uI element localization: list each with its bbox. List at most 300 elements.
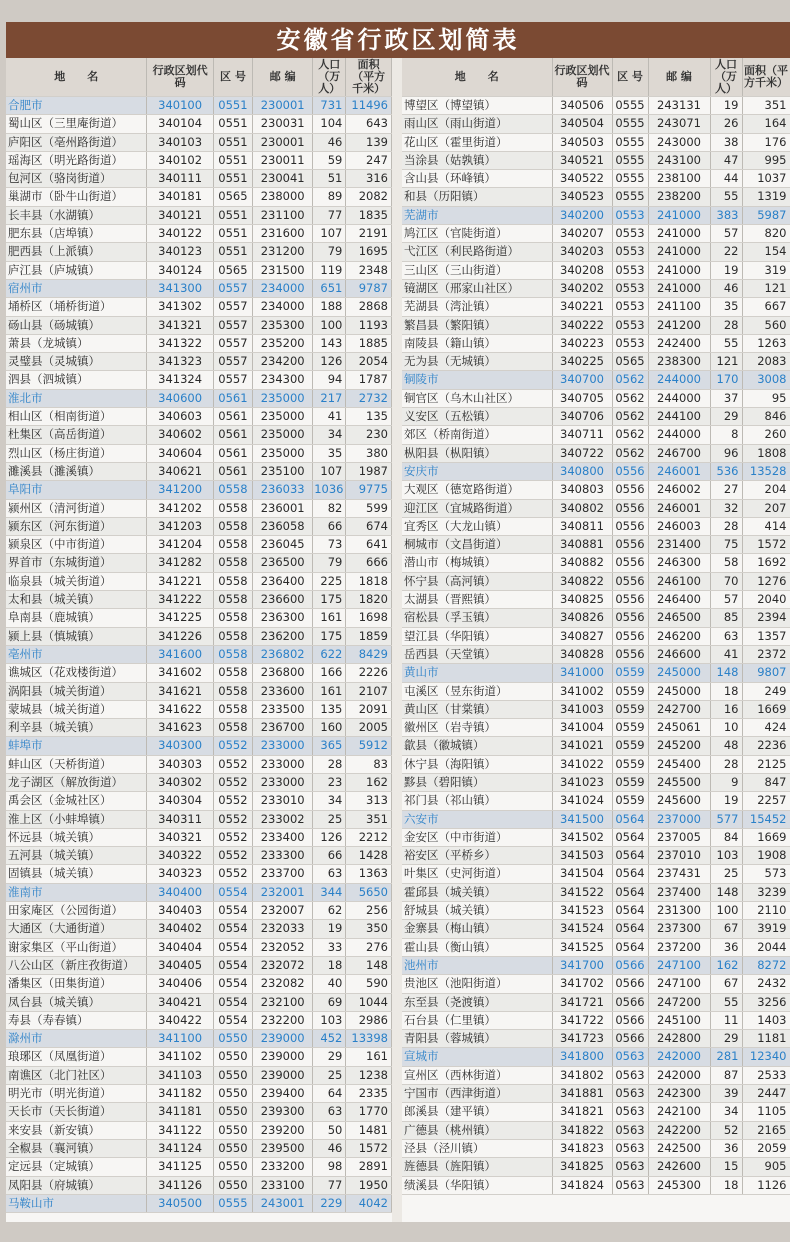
cell-name: 包河区（骆岗街道） xyxy=(6,170,147,188)
cell-code: 341002 xyxy=(552,682,612,700)
cell-name: 宿松县（孚玉镇） xyxy=(402,609,552,627)
city-row xyxy=(6,1194,392,1212)
header-name: 地 名 xyxy=(6,58,147,97)
cell-name: 固镇县（城关镇） xyxy=(6,865,147,883)
cell-population: 731 xyxy=(313,97,346,115)
cell-population: 46 xyxy=(313,1139,346,1157)
cell-code: 340102 xyxy=(147,151,213,169)
city-row xyxy=(402,371,790,389)
cell-population: 161 xyxy=(313,682,346,700)
cell-name: 广德县（桃州镇） xyxy=(402,1121,552,1139)
cell-population: 38 xyxy=(710,133,742,151)
cell-postcode: 246100 xyxy=(648,572,710,590)
cell-population: 47 xyxy=(710,151,742,169)
cell-name: 琅琊区（凤凰街道） xyxy=(6,1048,147,1066)
cell-population: 28 xyxy=(710,316,742,334)
cell-code: 340405 xyxy=(147,956,213,974)
cell-postcode: 236500 xyxy=(253,554,313,572)
cell-name: 枞阳县（枞阳镇） xyxy=(402,444,552,462)
cell-area-code: 0555 xyxy=(612,188,648,206)
cell-population: 70 xyxy=(710,572,742,590)
cell-population: 25 xyxy=(710,865,742,883)
cell-area: 2236 xyxy=(742,737,790,755)
table-row xyxy=(402,1030,790,1048)
cell-area: 260 xyxy=(742,426,790,444)
cell-area: 1885 xyxy=(346,334,392,352)
cell-population: 75 xyxy=(710,536,742,554)
cell-name: 合肥市 xyxy=(6,97,147,115)
cell-area: 139 xyxy=(346,133,392,151)
cell-code: 340404 xyxy=(147,938,213,956)
cell-population: 1036 xyxy=(313,481,346,499)
cell-area: 1695 xyxy=(346,243,392,261)
table-row xyxy=(6,682,392,700)
cell-name: 颍泉区（中市街道） xyxy=(6,536,147,554)
table-row xyxy=(6,719,392,737)
table-row xyxy=(6,225,392,243)
cell-name: 南谯区（北门社区） xyxy=(6,1066,147,1084)
cell-area: 2986 xyxy=(346,1011,392,1029)
cell-population: 229 xyxy=(313,1194,346,1212)
cell-name: 大通区（大通街道） xyxy=(6,920,147,938)
cell-population: 89 xyxy=(313,188,346,206)
cell-area-code: 0550 xyxy=(213,1139,252,1157)
cell-name: 芜湖市 xyxy=(402,206,552,224)
table-row xyxy=(6,261,392,279)
cell-population: 25 xyxy=(313,810,346,828)
cell-postcode: 236001 xyxy=(253,499,313,517)
cell-population: 19 xyxy=(710,261,742,279)
cell-area: 560 xyxy=(742,316,790,334)
cell-postcode: 246002 xyxy=(648,481,710,499)
table-row xyxy=(402,298,790,316)
table-row xyxy=(402,865,790,883)
cell-postcode: 239400 xyxy=(253,1085,313,1103)
cell-postcode: 230041 xyxy=(253,170,313,188)
cell-area-code: 0554 xyxy=(213,956,252,974)
cell-population: 103 xyxy=(313,1011,346,1029)
table-row xyxy=(6,902,392,920)
cell-area-code: 0552 xyxy=(213,773,252,791)
cell-postcode: 245061 xyxy=(648,719,710,737)
header-name: 地 名 xyxy=(402,58,552,97)
cell-area-code: 0550 xyxy=(213,1176,252,1194)
cell-code: 340304 xyxy=(147,792,213,810)
cell-area-code: 0562 xyxy=(612,408,648,426)
cell-name: 烈山区（杨庄街道） xyxy=(6,444,147,462)
cell-postcode: 231400 xyxy=(648,536,710,554)
cell-area-code: 0558 xyxy=(213,554,252,572)
cell-code: 341124 xyxy=(147,1139,213,1157)
cell-area: 2044 xyxy=(742,938,790,956)
cell-area-code: 0552 xyxy=(213,792,252,810)
cell-code: 340111 xyxy=(147,170,213,188)
cell-code: 340421 xyxy=(147,993,213,1011)
cell-name: 颍上县（慎城镇） xyxy=(6,627,147,645)
cell-area-code: 0556 xyxy=(612,536,648,554)
cell-code: 340323 xyxy=(147,865,213,883)
table-row xyxy=(402,225,790,243)
cell-postcode: 231500 xyxy=(253,261,313,279)
table-row xyxy=(6,188,392,206)
cell-name: 宣城市 xyxy=(402,1048,552,1066)
cell-area-code: 0559 xyxy=(612,755,648,773)
cell-area-code: 0556 xyxy=(612,499,648,517)
table-row xyxy=(402,481,790,499)
cell-postcode: 241000 xyxy=(648,261,710,279)
cell-postcode: 233200 xyxy=(253,1158,313,1176)
table-row xyxy=(402,243,790,261)
cell-area: 1908 xyxy=(742,847,790,865)
cell-name: 凤台县（城关镇） xyxy=(6,993,147,1011)
cell-population: 18 xyxy=(313,956,346,974)
cell-code: 341322 xyxy=(147,334,213,352)
cell-area: 3239 xyxy=(742,883,790,901)
cell-postcode: 239000 xyxy=(253,1066,313,1084)
cell-population: 622 xyxy=(313,645,346,663)
cell-code: 340825 xyxy=(552,591,612,609)
cell-area-code: 0562 xyxy=(612,389,648,407)
cell-postcode: 241200 xyxy=(648,316,710,334)
cell-postcode: 236802 xyxy=(253,645,313,663)
cell-code: 340321 xyxy=(147,828,213,846)
cell-area: 643 xyxy=(346,115,392,133)
cell-area-code: 0551 xyxy=(213,206,252,224)
cell-name: 金安区（中市街道） xyxy=(402,828,552,846)
table-row xyxy=(6,115,392,133)
cell-area-code: 0566 xyxy=(612,956,648,974)
cell-area-code: 0559 xyxy=(612,664,648,682)
table-row xyxy=(402,499,790,517)
cell-area: 2107 xyxy=(346,682,392,700)
cell-population: 62 xyxy=(313,902,346,920)
table-row xyxy=(402,609,790,627)
cell-postcode: 239300 xyxy=(253,1103,313,1121)
cell-area-code: 0558 xyxy=(213,609,252,627)
cell-code: 340103 xyxy=(147,133,213,151)
cell-name: 相山区（相南街道） xyxy=(6,408,147,426)
cell-name: 蚌埠市 xyxy=(6,737,147,755)
cell-name: 安庆市 xyxy=(402,462,552,480)
city-row xyxy=(6,481,392,499)
cell-population: 66 xyxy=(313,847,346,865)
cell-postcode: 232033 xyxy=(253,920,313,938)
cell-population: 96 xyxy=(710,444,742,462)
table-row xyxy=(6,792,392,810)
cell-population: 22 xyxy=(710,243,742,261)
city-row xyxy=(6,389,392,407)
cell-code: 340523 xyxy=(552,188,612,206)
cell-area-code: 0562 xyxy=(612,371,648,389)
cell-area-code: 0563 xyxy=(612,1085,648,1103)
cell-area: 1698 xyxy=(346,609,392,627)
cell-population: 217 xyxy=(313,389,346,407)
cell-population: 29 xyxy=(313,1048,346,1066)
table-row xyxy=(402,902,790,920)
cell-area-code: 0559 xyxy=(612,682,648,700)
cell-area: 8429 xyxy=(346,645,392,663)
cell-area-code: 0563 xyxy=(612,1048,648,1066)
cell-postcode: 244000 xyxy=(648,371,710,389)
cell-population: 536 xyxy=(710,462,742,480)
cell-name: 淮北市 xyxy=(6,389,147,407)
cell-area: 414 xyxy=(742,517,790,535)
cell-name: 颍东区（河东街道） xyxy=(6,517,147,535)
cell-code: 340882 xyxy=(552,554,612,572)
cell-area: 3008 xyxy=(742,371,790,389)
cell-code: 340303 xyxy=(147,755,213,773)
table-row xyxy=(402,993,790,1011)
cell-area: 1787 xyxy=(346,371,392,389)
table-row xyxy=(6,371,392,389)
cell-postcode: 233000 xyxy=(253,755,313,773)
cell-area-code: 0558 xyxy=(213,719,252,737)
cell-area: 2054 xyxy=(346,353,392,371)
cell-name: 淮南市 xyxy=(6,883,147,901)
table-row xyxy=(402,737,790,755)
cell-population: 77 xyxy=(313,1176,346,1194)
header-population: 人口（万人） xyxy=(313,58,346,97)
cell-population: 79 xyxy=(313,243,346,261)
cell-code: 340123 xyxy=(147,243,213,261)
city-row xyxy=(6,1030,392,1048)
cell-population: 143 xyxy=(313,334,346,352)
cell-name: 屯溪区（昱东街道） xyxy=(402,682,552,700)
cell-name: 义安区（五松镇） xyxy=(402,408,552,426)
cell-population: 55 xyxy=(710,993,742,1011)
table-row xyxy=(6,700,392,718)
cell-area: 1835 xyxy=(346,206,392,224)
cell-name: 濉溪县（濉溪镇） xyxy=(6,462,147,480)
table-row xyxy=(402,847,790,865)
cell-area: 4042 xyxy=(346,1194,392,1212)
cell-name: 龙子湖区（解放街道） xyxy=(6,773,147,791)
table-row xyxy=(402,316,790,334)
cell-code: 341022 xyxy=(552,755,612,773)
cell-code: 341225 xyxy=(147,609,213,627)
cell-area-code: 0551 xyxy=(213,115,252,133)
cell-area: 1692 xyxy=(742,554,790,572)
cell-name: 东至县（尧渡镇） xyxy=(402,993,552,1011)
cell-postcode: 245100 xyxy=(648,1011,710,1029)
cell-postcode: 246500 xyxy=(648,609,710,627)
cell-postcode: 242400 xyxy=(648,334,710,352)
cell-area-code: 0551 xyxy=(213,225,252,243)
cell-area: 247 xyxy=(346,151,392,169)
cell-postcode: 233400 xyxy=(253,828,313,846)
cell-postcode: 232007 xyxy=(253,902,313,920)
cell-postcode: 230001 xyxy=(253,133,313,151)
table-row xyxy=(6,920,392,938)
cell-postcode: 245000 xyxy=(648,664,710,682)
cell-area: 2868 xyxy=(346,298,392,316)
cell-population: 126 xyxy=(313,353,346,371)
cell-area-code: 0559 xyxy=(612,773,648,791)
cell-area: 176 xyxy=(742,133,790,151)
cell-area-code: 0561 xyxy=(213,408,252,426)
cell-postcode: 230011 xyxy=(253,151,313,169)
cell-population: 11 xyxy=(710,1011,742,1029)
cell-area-code: 0552 xyxy=(213,865,252,883)
cell-postcode: 230001 xyxy=(253,97,313,115)
cell-postcode: 235000 xyxy=(253,389,313,407)
cell-area: 121 xyxy=(742,279,790,297)
cell-area-code: 0552 xyxy=(213,737,252,755)
cell-area-code: 0556 xyxy=(612,645,648,663)
cell-name: 蒙城县（城关街道） xyxy=(6,700,147,718)
cell-code: 341523 xyxy=(552,902,612,920)
cell-name: 阜南县（鹿城镇） xyxy=(6,609,147,627)
cell-area-code: 0553 xyxy=(612,334,648,352)
cell-postcode: 233000 xyxy=(253,737,313,755)
cell-area-code: 0555 xyxy=(612,115,648,133)
cell-area-code: 0556 xyxy=(612,572,648,590)
cell-area-code: 0552 xyxy=(213,755,252,773)
cell-name: 绩溪县（华阳镇） xyxy=(402,1176,552,1194)
cell-code: 340706 xyxy=(552,408,612,426)
cell-area-code: 0564 xyxy=(612,810,648,828)
cell-area-code: 0556 xyxy=(612,554,648,572)
cell-name: 黄山市 xyxy=(402,664,552,682)
cell-postcode: 233300 xyxy=(253,847,313,865)
cell-code: 341004 xyxy=(552,719,612,737)
header-code: 行政区划代码 xyxy=(552,58,612,97)
cell-area-code: 0566 xyxy=(612,1030,648,1048)
cell-area-code: 0563 xyxy=(612,1139,648,1157)
cell-area: 1859 xyxy=(346,627,392,645)
cell-name: 宁国市（西津街道） xyxy=(402,1085,552,1103)
cell-code: 340604 xyxy=(147,444,213,462)
cell-area: 2432 xyxy=(742,975,790,993)
cell-population: 98 xyxy=(313,1158,346,1176)
cell-area-code: 0553 xyxy=(612,316,648,334)
cell-postcode: 245600 xyxy=(648,792,710,810)
cell-name: 禹会区（金城社区） xyxy=(6,792,147,810)
cell-population: 69 xyxy=(313,993,346,1011)
cell-area-code: 0550 xyxy=(213,1085,252,1103)
cell-name: 博望区（博望镇） xyxy=(402,97,552,115)
table-row xyxy=(402,755,790,773)
table-row xyxy=(6,865,392,883)
cell-population: 44 xyxy=(710,170,742,188)
cell-area: 276 xyxy=(346,938,392,956)
cell-name: 铜官区（乌木山社区） xyxy=(402,389,552,407)
cell-population: 55 xyxy=(710,188,742,206)
cell-name: 裕安区（平桥乡） xyxy=(402,847,552,865)
cell-area-code: 0551 xyxy=(213,151,252,169)
cell-postcode: 243131 xyxy=(648,97,710,115)
cell-code: 340225 xyxy=(552,353,612,371)
table-row xyxy=(402,389,790,407)
table-row xyxy=(402,700,790,718)
table-header-row xyxy=(6,58,392,97)
cell-area-code: 0556 xyxy=(612,627,648,645)
cell-name: 凤阳县（府城镇） xyxy=(6,1176,147,1194)
cell-area: 15452 xyxy=(742,810,790,828)
cell-area-code: 0554 xyxy=(213,883,252,901)
cell-population: 66 xyxy=(313,517,346,535)
cell-area-code: 0556 xyxy=(612,517,648,535)
cell-name: 鸠江区（官陡街道） xyxy=(402,225,552,243)
cell-population: 161 xyxy=(313,609,346,627)
cell-postcode: 237000 xyxy=(648,810,710,828)
cell-name: 怀宁县（高河镇） xyxy=(402,572,552,590)
header-area-code: 区 号 xyxy=(213,58,252,97)
cell-area: 1428 xyxy=(346,847,392,865)
cell-name: 南陵县（籍山镇） xyxy=(402,334,552,352)
cell-area-code: 0550 xyxy=(213,1121,252,1139)
table-row xyxy=(402,115,790,133)
cell-area-code: 0557 xyxy=(213,316,252,334)
table-row xyxy=(6,206,392,224)
cell-area: 2005 xyxy=(346,719,392,737)
cell-area-code: 0557 xyxy=(213,298,252,316)
table-row xyxy=(402,773,790,791)
cell-population: 94 xyxy=(313,371,346,389)
table-row xyxy=(402,591,790,609)
cell-code: 340522 xyxy=(552,170,612,188)
cell-area: 5987 xyxy=(742,206,790,224)
cell-name: 田家庵区（公园街道） xyxy=(6,902,147,920)
cell-population: 36 xyxy=(710,938,742,956)
cell-area: 13528 xyxy=(742,462,790,480)
cell-code: 340828 xyxy=(552,645,612,663)
table-row xyxy=(402,645,790,663)
table-row xyxy=(402,719,790,737)
cell-area: 351 xyxy=(346,810,392,828)
cell-name: 郎溪县（建平镇） xyxy=(402,1103,552,1121)
cell-name: 涡阳县（城关街道） xyxy=(6,682,147,700)
table-row xyxy=(6,1048,392,1066)
cell-area: 1403 xyxy=(742,1011,790,1029)
cell-name: 含山县（环峰镇） xyxy=(402,170,552,188)
cell-population: 33 xyxy=(313,938,346,956)
cell-postcode: 242300 xyxy=(648,1085,710,1103)
cell-postcode: 241100 xyxy=(648,298,710,316)
table-row xyxy=(402,279,790,297)
city-row xyxy=(402,956,790,974)
cell-name: 砀山县（砀城镇） xyxy=(6,316,147,334)
cell-population: 63 xyxy=(313,1103,346,1121)
cell-area: 1363 xyxy=(346,865,392,883)
cell-area: 1319 xyxy=(742,188,790,206)
cell-code: 340200 xyxy=(552,206,612,224)
cell-code: 340406 xyxy=(147,975,213,993)
cell-population: 160 xyxy=(313,719,346,737)
cell-area: 424 xyxy=(742,719,790,737)
cell-area-code: 0553 xyxy=(612,279,648,297)
cell-code: 341100 xyxy=(147,1030,213,1048)
cell-name: 徽州区（岩寺镇） xyxy=(402,719,552,737)
cell-postcode: 236600 xyxy=(253,591,313,609)
cell-population: 344 xyxy=(313,883,346,901)
cell-code: 341324 xyxy=(147,371,213,389)
table-row xyxy=(402,828,790,846)
cell-population: 77 xyxy=(313,206,346,224)
cell-postcode: 236400 xyxy=(253,572,313,590)
cell-population: 452 xyxy=(313,1030,346,1048)
cell-area: 2165 xyxy=(742,1121,790,1139)
table-row xyxy=(402,1011,790,1029)
cell-postcode: 242100 xyxy=(648,1103,710,1121)
cell-code: 340600 xyxy=(147,389,213,407)
cell-area: 135 xyxy=(346,408,392,426)
cell-name: 三山区（三山街道） xyxy=(402,261,552,279)
cell-code: 341021 xyxy=(552,737,612,755)
cell-name: 肥西县（上派镇） xyxy=(6,243,147,261)
cell-area-code: 0563 xyxy=(612,1121,648,1139)
cell-postcode: 233010 xyxy=(253,792,313,810)
